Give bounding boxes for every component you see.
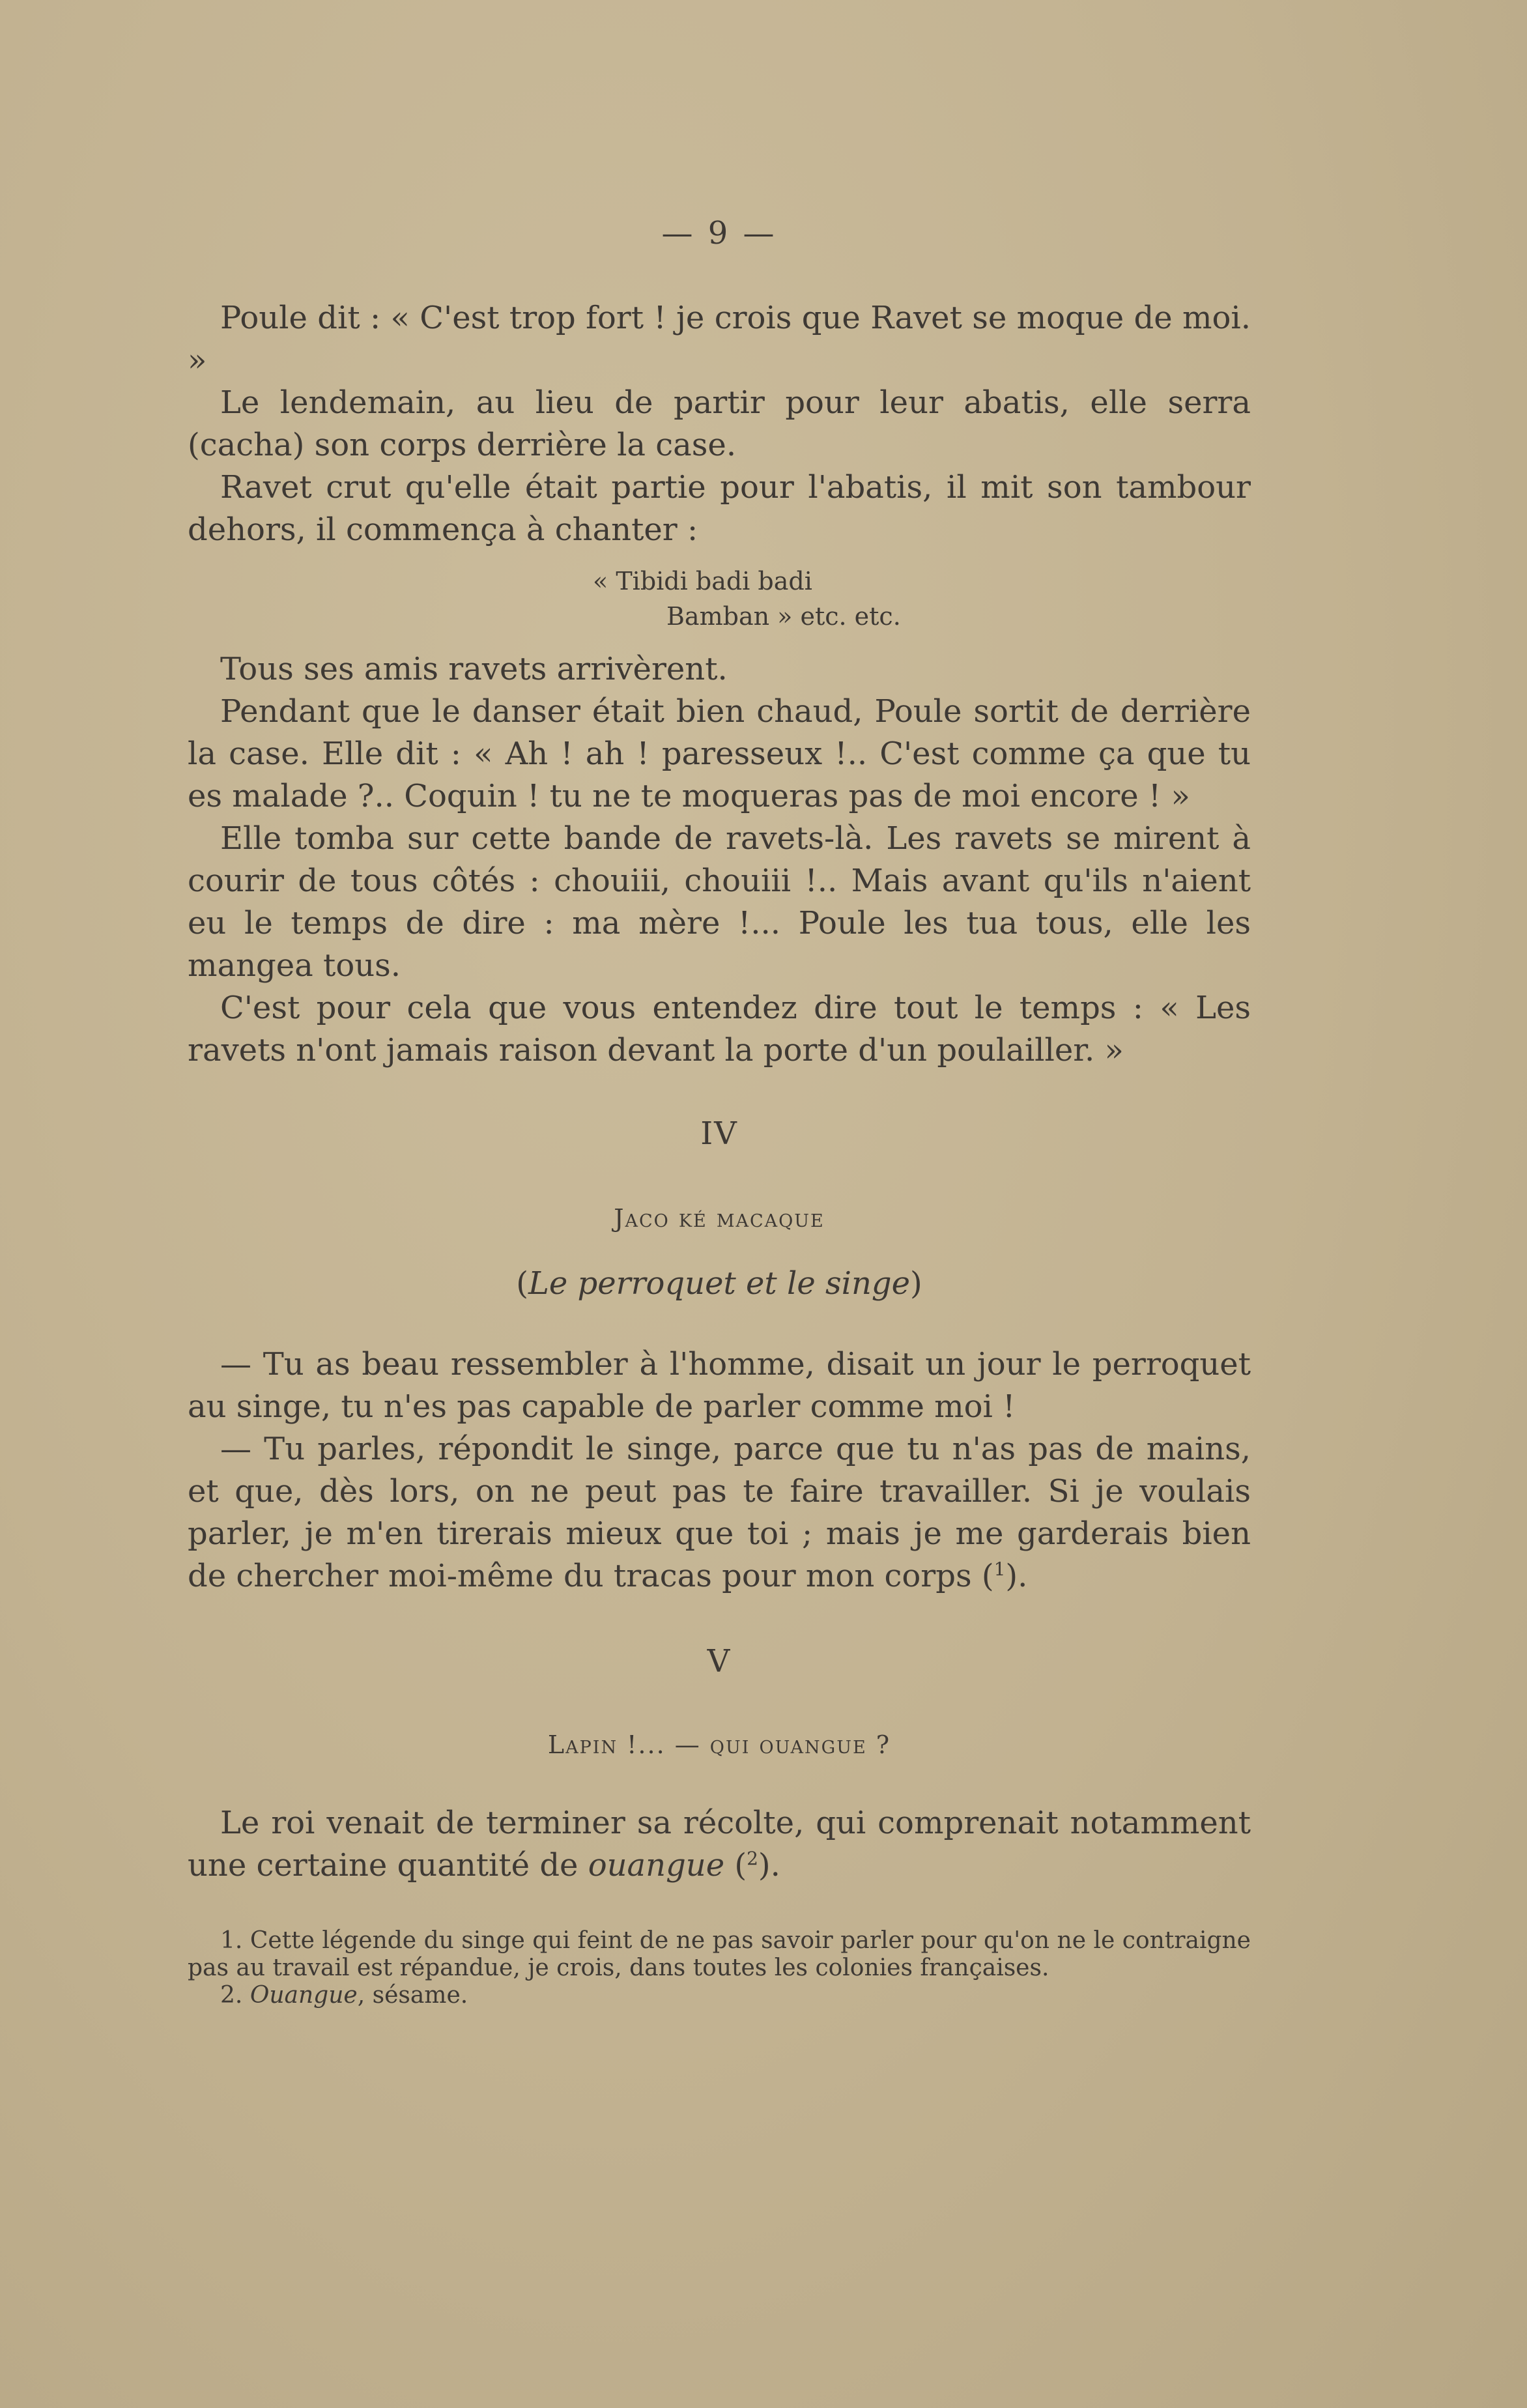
footnote-italic-word: Ouangue <box>250 1982 358 2009</box>
section-title-v: Lapin !... — qui ouangue ? <box>547 1730 891 1759</box>
section-number-iv: IV <box>700 1115 738 1152</box>
song-line-1: « Tibidi badi badi <box>593 567 812 595</box>
paragraph: — Tu parles, répondit le singe, parce que tu n'as pas de mains, et que, dès lors, on ne peut pas te faire travailler. Si je voulais parler, je m'en tirerais mieux que toi ; mais je me garderais bien de chercher moi-même du tracas pour mon corps ($^1$). <box>188 1431 1251 1594</box>
paragraph: Pendant que le danser était bien chaud, Poule sortit de derrière la case. Elle dit : « Ah ! ah ! paresseux !.. C'est comme ça que tu es malade ?.. Coquin ! tu ne te moqueras pas de moi encore ! » <box>188 693 1251 814</box>
footnote-1 <box>188 1927 1251 1982</box>
paragraph: Tous ses amis ravets arrivèrent. <box>220 651 728 687</box>
story-text-top <box>188 297 1251 551</box>
section-title-iv: Jaco ké macaque <box>614 1204 825 1233</box>
section-number-v: V <box>707 1643 732 1680</box>
section-iv-text <box>188 1343 1251 1598</box>
story-text-middle <box>188 648 1251 1072</box>
paragraph-text: Le roi venait de terminer sa récolte, qui comprenait notamment une certaine quantité de <box>188 1805 1251 1884</box>
footnote-label: 1. <box>220 1927 243 1954</box>
paragraph: C'est pour cela que vous entendez dire tout le temps : « Les ravets n'ont jamais raison devant la porte d'un poulailler. » <box>188 990 1251 1068</box>
paragraph: Ravet crut qu'elle était partie pour l'abatis, il mit son tambour dehors, il commença à chanter : <box>188 469 1251 548</box>
footnote-label: 2. <box>220 1982 243 2009</box>
footnotes <box>188 1927 1251 2009</box>
paragraph: Poule dit : « C'est trop fort ! je crois que Ravet se moque de moi. » <box>188 300 1251 379</box>
subtitle-italic: Le perroquet et le singe <box>528 1265 911 1302</box>
footnote-text: , sésame. <box>357 1982 468 2009</box>
italic-word: ouangue <box>588 1847 725 1884</box>
paragraph-text: — Tu parles, répondit le singe, parce que tu n'as pas de mains, et que, dès lors, on ne peut pas te faire travailler. Si je voulais parler, je m'en tirerais mieux que toi ; mais je me garderais bien de chercher moi-même du tracas pour mon corps <box>188 1431 1251 1594</box>
section-v-text <box>188 1802 1251 1887</box>
paragraph: Le roi venait de terminer sa récolte, qui comprenait notamment une certaine quantité de ouangue ($^2$). <box>188 1805 1251 1884</box>
footnote-ref: 1 <box>993 1558 1006 1580</box>
page-number: — 9 — <box>661 215 777 251</box>
paragraph: Le lendemain, au lieu de partir pour leur abatis, elle serra (cacha) son corps derrière la case. <box>188 384 1251 463</box>
paragraph: Elle tomba sur cette bande de ravets-là. Les ravets se mirent à courir de tous côtés : chouiii, chouiii !.. Mais avant qu'ils n'aient eu le temps de dire : ma mère !... Poule les tua tous, elle les mangea tous. <box>188 820 1251 984</box>
footnote-text: Cette légende du singe qui feint de ne pas savoir parler pour qu'on ne le contraigne pas au travail est répandue, je crois, dans toutes les colonies françaises. <box>188 1927 1251 1981</box>
song-line-2: Bamban » etc. etc. <box>666 602 901 631</box>
paragraph: — Tu as beau ressembler à l'homme, disait un jour le perroquet au singe, tu n'es pas capable de parler comme moi ! <box>188 1346 1251 1425</box>
footnote-2 <box>188 1982 1251 2009</box>
footnote-ref: 2 <box>747 1848 758 1869</box>
section-subtitle-iv: (Le perroquet et le singe) <box>516 1265 922 1302</box>
